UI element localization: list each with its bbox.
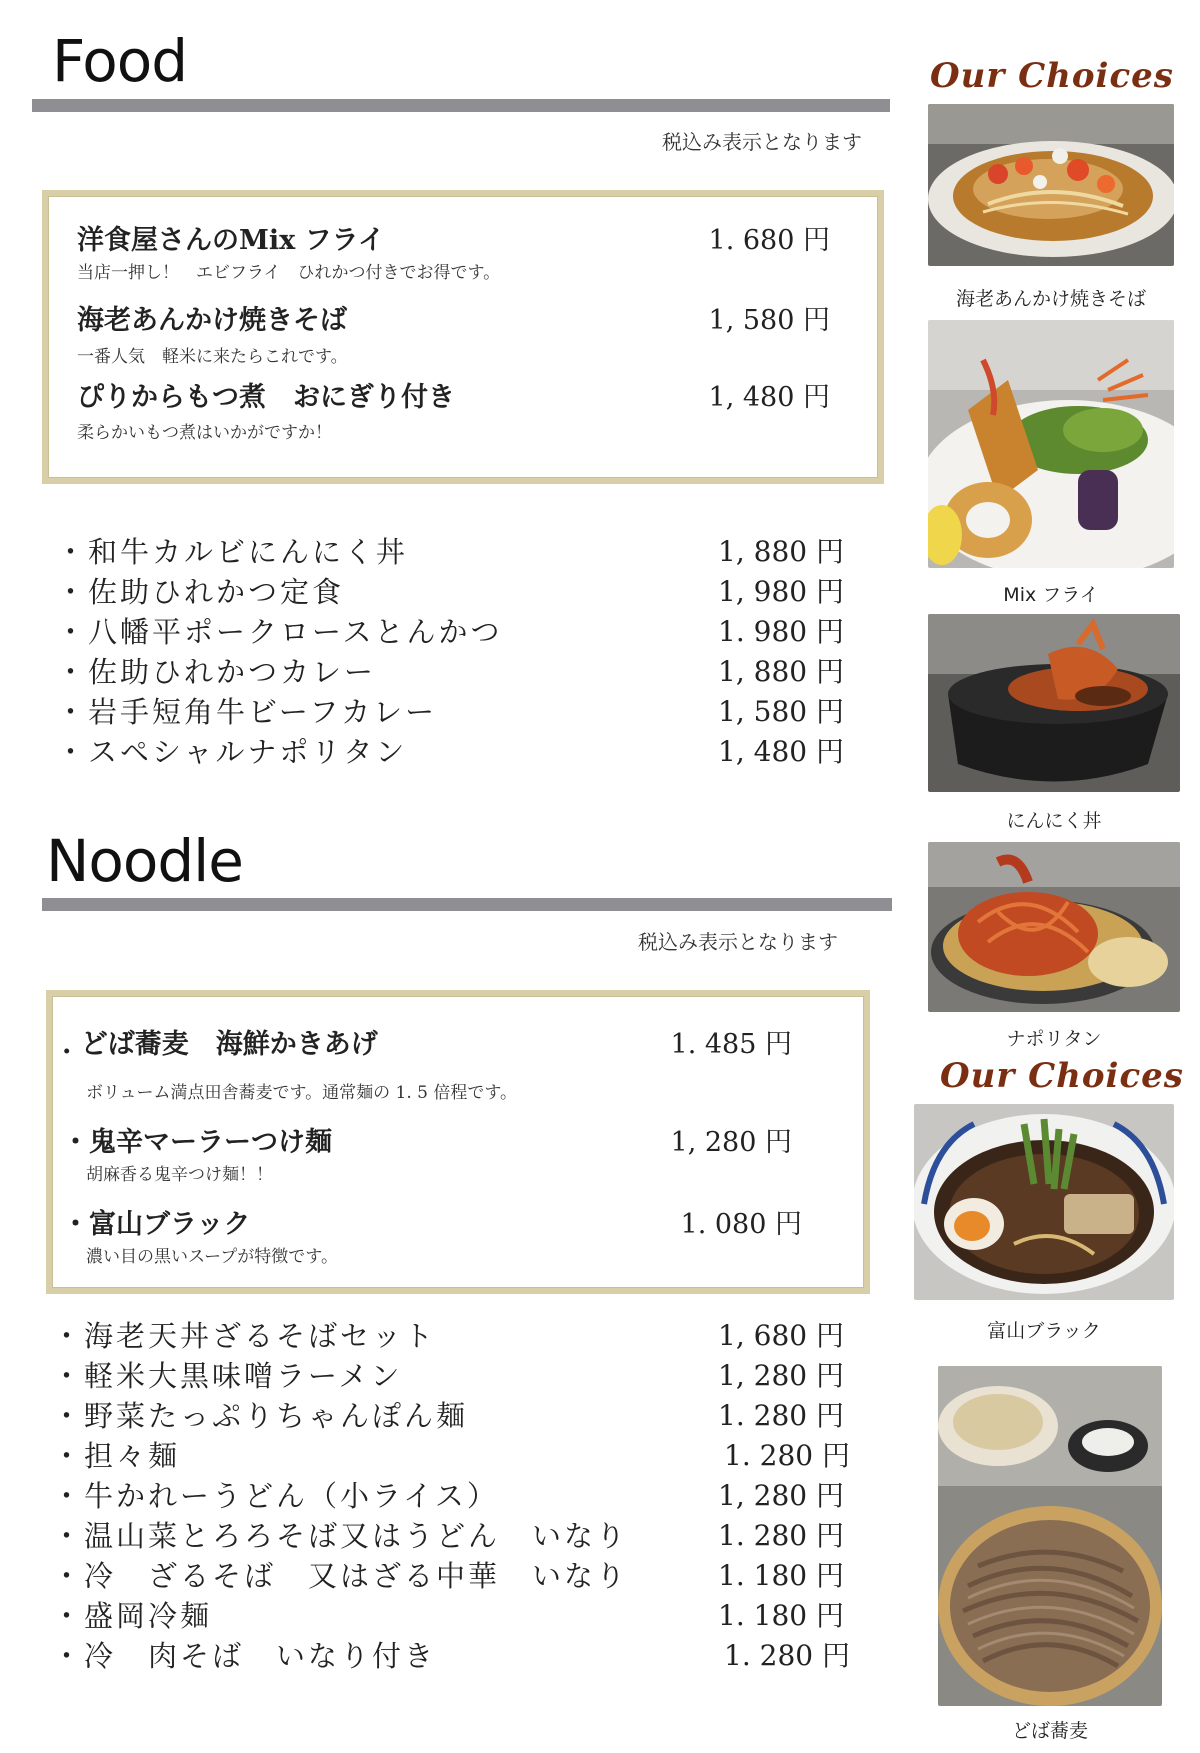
our-choices-heading: Our Choices: [940, 1056, 1184, 1096]
noodle-list-item-name: ・冷 肉そば いなり付き: [52, 1639, 437, 1673]
food-featured-item-name: 洋食屋さんのMix フライ: [77, 225, 385, 256]
food-list-item-name: ・和牛カルビにんにく丼: [56, 535, 409, 569]
food-list-item-name: ・佐助ひれかつカレー: [56, 655, 377, 689]
food-list-item-price: 1, 980 円: [718, 575, 844, 608]
noodle-list-item-name: ・担々麺: [52, 1439, 181, 1473]
noodle-list-item-price: 1, 280 円: [718, 1479, 844, 1512]
food-featured-item-price: 1, 580 円: [708, 305, 830, 336]
food-tax-note: 税込み表示となります: [662, 130, 862, 154]
mix-fry-photo: [928, 320, 1174, 568]
food-section-title: Food: [52, 27, 188, 95]
food-list-item-name: ・岩手短角牛ビーフカレー: [56, 695, 438, 729]
noodle-list-item-name: ・温山菜とろろそば又はうどん いなり: [52, 1519, 629, 1553]
noodle-tax-note: 税込み表示となります: [638, 930, 838, 954]
doba-soba-photo: [938, 1366, 1162, 1706]
toyama-black-photo: [914, 1104, 1174, 1300]
noodle-list-item-name: ・冷 ざるそば 又はざる中華 いなり: [52, 1559, 629, 1593]
noodle-featured-item-price: 1. 485 円: [670, 1029, 792, 1060]
food-featured-item-price: 1. 680 円: [708, 225, 830, 256]
noodle-featured-item-desc: ボリューム満点田舎蕎麦です。通常麺の 1. 5 倍程です。: [86, 1083, 518, 1103]
yakisoba-photo: [928, 104, 1174, 266]
food-featured-item-desc: 柔らかいもつ煮はいかがですか！: [77, 423, 332, 443]
food-list-item-name: ・佐助ひれかつ定食: [56, 575, 345, 609]
food-list-item-price: 1. 980 円: [718, 615, 844, 648]
noodle-list-item-price: 1. 280 円: [724, 1439, 850, 1472]
food-featured-item-desc: 一番人気 軽米に来たらこれです。: [77, 347, 348, 367]
food-list-item-price: 1, 580 円: [718, 695, 844, 728]
noodle-featured-item-price: 1. 080 円: [680, 1209, 802, 1240]
noodle-list-item-price: 1. 180 円: [718, 1599, 844, 1632]
noodle-featured-item-name: . どば蕎麦 海鮮かきあげ: [62, 1029, 378, 1060]
noodle-list-item-price: 1. 280 円: [718, 1399, 844, 1432]
photo-caption: 富山ブラック: [987, 1320, 1101, 1342]
noodle-featured-item-name: ・鬼辛マーラーつけ麺: [62, 1127, 332, 1158]
food-list-item-name: ・八幡平ポークロースとんかつ: [56, 615, 503, 649]
noodle-section-rule: [42, 898, 892, 911]
food-featured-item-name: 海老あんかけ焼きそば: [77, 305, 347, 336]
ninniku-don-photo: [928, 614, 1180, 792]
noodle-list-item-price: 1, 280 円: [718, 1359, 844, 1392]
noodle-list-item-price: 1. 180 円: [718, 1559, 844, 1592]
food-list-item-price: 1, 880 円: [718, 535, 844, 568]
photo-caption: ナポリタン: [1006, 1028, 1102, 1050]
our-choices-heading: Our Choices: [930, 56, 1174, 96]
noodle-featured-item-desc: 胡麻香る鬼辛つけ麺！！: [86, 1165, 273, 1185]
noodle-list-item-name: ・盛岡冷麺: [52, 1599, 213, 1633]
noodle-featured-item-desc: 濃い目の黒いスープが特徴です。: [86, 1247, 338, 1267]
noodle-list-item-name: ・野菜たっぷりちゃんぽん麺: [52, 1399, 469, 1433]
food-featured-item-name: ぴりからもつ煮 おにぎり付き: [77, 382, 455, 413]
noodle-section-title: Noodle: [46, 827, 243, 895]
noodle-list-item-price: 1, 680 円: [718, 1319, 844, 1352]
food-section-rule: [32, 99, 890, 112]
photo-caption: にんにく丼: [1006, 810, 1102, 832]
photo-caption: 海老あんかけ焼きそば: [955, 288, 1146, 310]
photo-caption: Mix フライ: [1003, 584, 1099, 606]
food-featured-item-desc: 当店一押し！ エビフライ ひれかつ付きでお得です。: [77, 263, 501, 283]
noodle-list-item-price: 1. 280 円: [718, 1519, 844, 1552]
food-list-item-price: 1, 880 円: [718, 655, 844, 688]
photo-caption: どば蕎麦: [1011, 1720, 1088, 1742]
noodle-list-item-name: ・軽米大黒味噌ラーメン: [52, 1359, 403, 1393]
noodle-featured-item-price: 1, 280 円: [670, 1127, 792, 1158]
noodle-featured-item-name: ・富山ブラック: [62, 1209, 251, 1240]
noodle-list-item-price: 1. 280 円: [724, 1639, 850, 1672]
noodle-list-item-name: ・牛かれーうどん（小ライス）: [52, 1479, 499, 1513]
food-list-item-name: ・スペシャルナポリタン: [56, 735, 408, 769]
food-featured-item-price: 1, 480 円: [708, 382, 830, 413]
food-list-item-price: 1, 480 円: [718, 735, 844, 768]
noodle-list-item-name: ・海老天丼ざるそばセット: [52, 1319, 437, 1353]
napolitan-photo: [928, 842, 1180, 1012]
